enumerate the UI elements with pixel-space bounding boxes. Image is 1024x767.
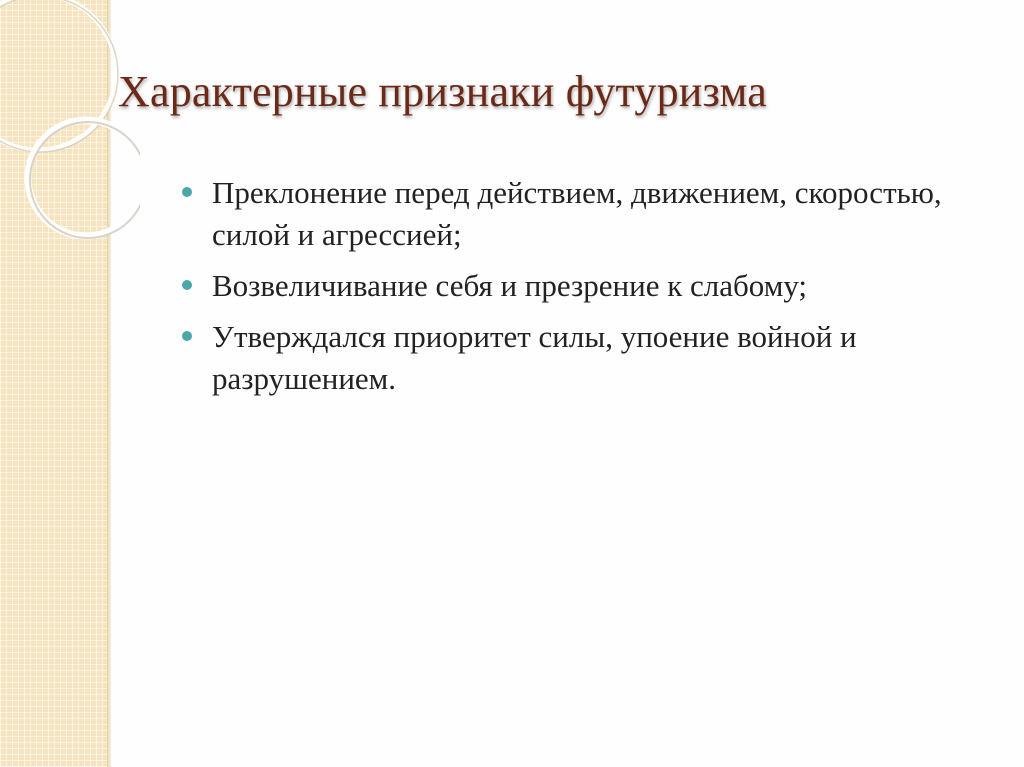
side-panel-pattern — [0, 0, 107, 767]
bullet-text: Возвеличивание себя и презрение к слабому; — [212, 268, 808, 303]
bullet-dot-icon — [182, 187, 192, 197]
side-panel-edge — [107, 0, 112, 767]
list-item — [180, 265, 1000, 307]
bullet-list — [180, 172, 1000, 409]
bullet-text: Утверждался приоритет силы, упоение войной и разрушением. — [212, 319, 857, 396]
bullet-text: Преклонение перед действием, движением, скоростью, силой и агрессией; — [212, 175, 942, 252]
list-item — [180, 172, 1000, 256]
bullet-dot-icon — [182, 280, 192, 290]
slide-title: Характерные признаки футуризма — [118, 67, 767, 116]
bullet-dot-icon — [182, 331, 192, 341]
list-item — [180, 316, 1000, 400]
